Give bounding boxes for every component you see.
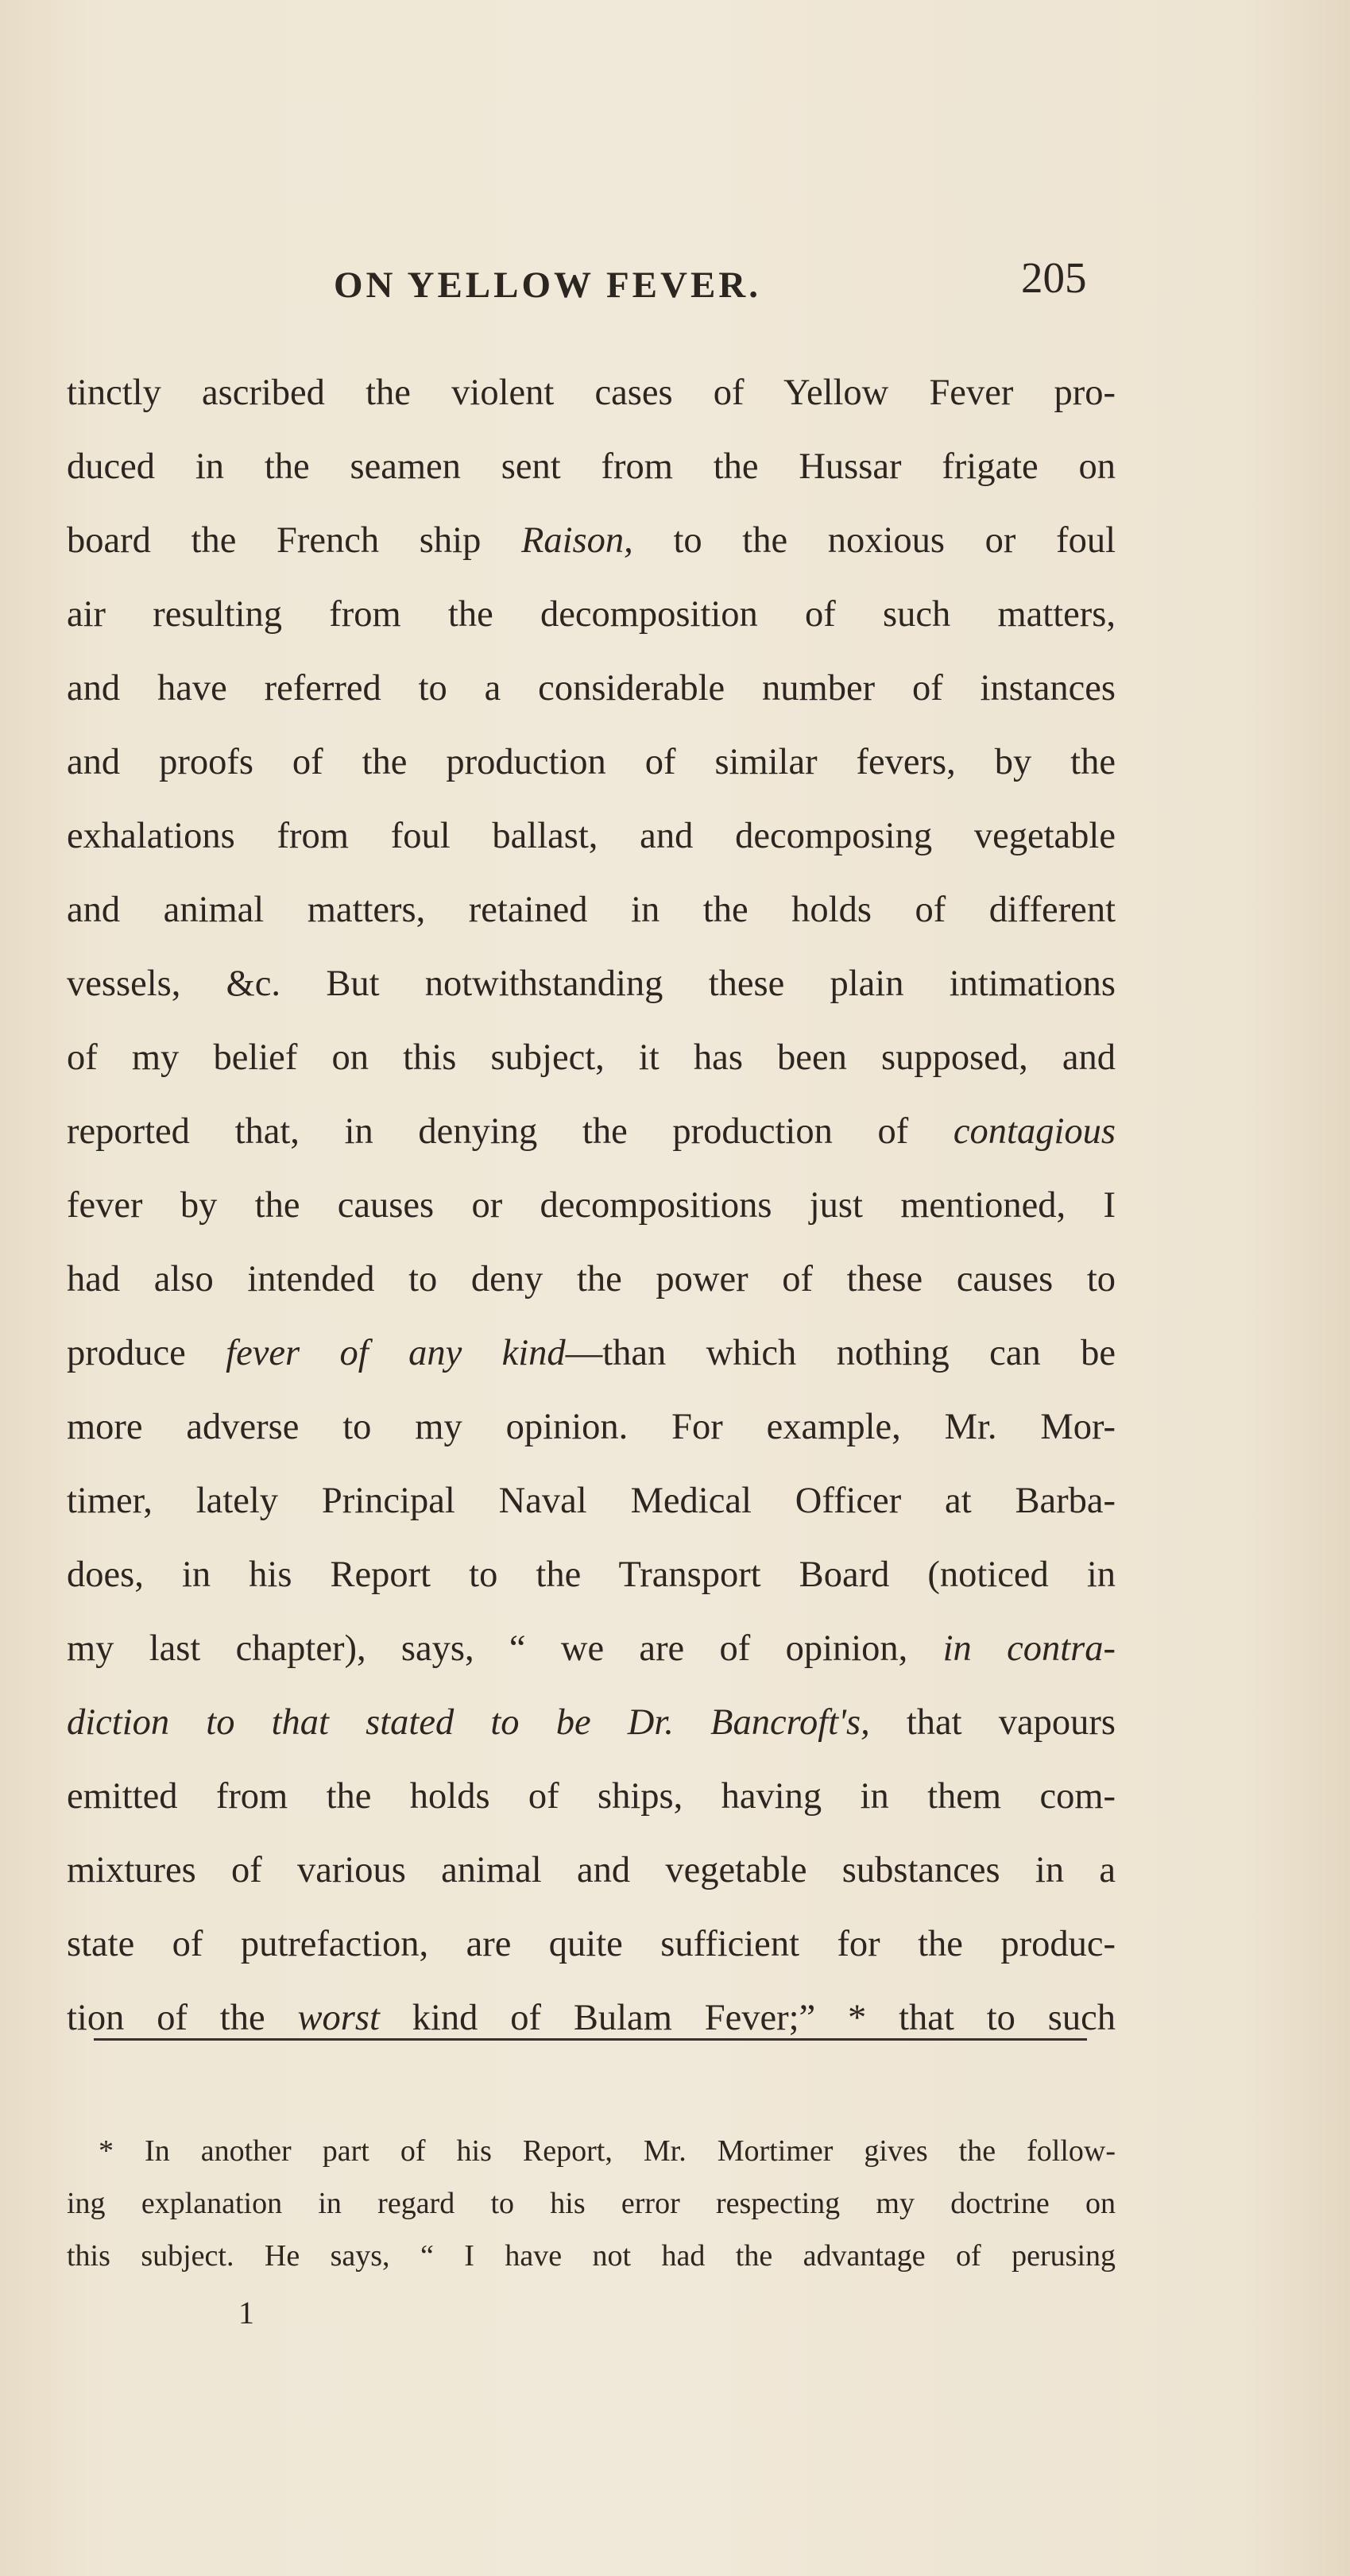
text-run: vessels, &c. But notwithstanding these plain intimations bbox=[67, 964, 1116, 1004]
footnote-line bbox=[67, 2230, 1116, 2282]
text-run: and animal matters, retained in the holds of different bbox=[67, 890, 1116, 930]
text-line bbox=[67, 799, 1116, 873]
text-run: had also intended to deny the power of these causes to bbox=[67, 1259, 1116, 1300]
text-line bbox=[67, 356, 1116, 430]
text-line bbox=[67, 1390, 1116, 1464]
text-run: of my belief on this subject, it has been supposed, and bbox=[67, 1037, 1116, 1078]
signature-mark: 1 bbox=[238, 2295, 254, 2331]
running-head-title: ON YELLOW FEVER. bbox=[334, 265, 761, 306]
text-line bbox=[67, 1316, 1116, 1390]
text-run: and proofs of the production of similar fevers, by the bbox=[67, 742, 1116, 782]
text-run: tion of the bbox=[67, 1998, 298, 2038]
footnote bbox=[67, 2125, 1116, 2282]
text-run: air resulting from the decomposition of such matters, bbox=[67, 594, 1116, 635]
text-line bbox=[67, 1759, 1116, 1833]
italic-text: diction to that stated to be Dr. Bancroft's, bbox=[67, 1702, 870, 1743]
text-run: mixtures of various animal and vegetable substances in a bbox=[67, 1850, 1116, 1890]
text-line bbox=[67, 1168, 1116, 1242]
text-line bbox=[67, 1686, 1116, 1759]
italic-text: in contra- bbox=[942, 1628, 1116, 1669]
text-line bbox=[67, 577, 1116, 651]
page-number: 205 bbox=[1021, 253, 1087, 302]
text-line bbox=[67, 1095, 1116, 1168]
italic-text: contagious bbox=[953, 1111, 1116, 1152]
text-run: that vapours bbox=[869, 1702, 1116, 1743]
text-line bbox=[67, 873, 1116, 947]
italic-text: fever of any kind bbox=[226, 1333, 566, 1373]
text-line bbox=[67, 504, 1116, 577]
text-line bbox=[67, 1612, 1116, 1686]
text-run: to the noxious or foul bbox=[632, 520, 1116, 561]
text-run: produce bbox=[67, 1333, 226, 1373]
text-run: ing explanation in regard to his error respecting my doctrine on bbox=[67, 2187, 1116, 2220]
text-run: this subject. He says, “ I have not had the advantage of perusing bbox=[67, 2239, 1116, 2273]
italic-text: Raison, bbox=[520, 520, 633, 561]
text-line bbox=[67, 1021, 1116, 1095]
footnote-line bbox=[67, 2177, 1116, 2230]
text-run: more adverse to my opinion. For example, Mr. Mor- bbox=[67, 1407, 1116, 1447]
body-text bbox=[67, 356, 1116, 2055]
text-run: fever by the causes or decompositions just mentioned, I bbox=[67, 1185, 1116, 1226]
text-run: exhalations from foul ballast, and decomposing vegetable bbox=[67, 816, 1116, 856]
running-head bbox=[0, 253, 1350, 316]
text-line bbox=[67, 1464, 1116, 1538]
text-line bbox=[67, 725, 1116, 799]
text-line bbox=[67, 1242, 1116, 1316]
text-line bbox=[67, 1833, 1116, 1907]
text-line bbox=[67, 1907, 1116, 1981]
text-run: state of putrefaction, are quite sufficient for the produc- bbox=[67, 1924, 1116, 1964]
text-run: my last chapter), says, “ we are of opinion, bbox=[67, 1628, 943, 1669]
text-line bbox=[67, 651, 1116, 725]
text-run: tinctly ascribed the violent cases of Yellow Fever pro- bbox=[67, 373, 1116, 413]
footnote-line bbox=[67, 2125, 1116, 2177]
text-run: board the French ship bbox=[67, 520, 521, 561]
footnote-rule bbox=[94, 2038, 1087, 2041]
text-line bbox=[67, 1981, 1116, 2055]
text-run: timer, lately Principal Naval Medical Officer at Barba- bbox=[67, 1481, 1116, 1521]
text-line bbox=[67, 1538, 1116, 1612]
italic-text: worst bbox=[297, 1998, 380, 2038]
text-run: * In another part of his Report, Mr. Mortimer gives the follow- bbox=[99, 2134, 1116, 2168]
text-line bbox=[67, 430, 1116, 504]
text-run: emitted from the holds of ships, having in them com- bbox=[67, 1776, 1116, 1817]
text-run: —than which nothing can be bbox=[565, 1333, 1116, 1373]
text-run: kind of Bulam Fever;” * that to such bbox=[379, 1998, 1116, 2038]
text-run: does, in his Report to the Transport Board (noticed in bbox=[67, 1554, 1116, 1595]
text-run: reported that, in denying the production of bbox=[67, 1111, 954, 1152]
text-line bbox=[67, 947, 1116, 1021]
text-run: duced in the seamen sent from the Hussar frigate on bbox=[67, 446, 1116, 487]
text-run: and have referred to a considerable number of instances bbox=[67, 668, 1116, 709]
